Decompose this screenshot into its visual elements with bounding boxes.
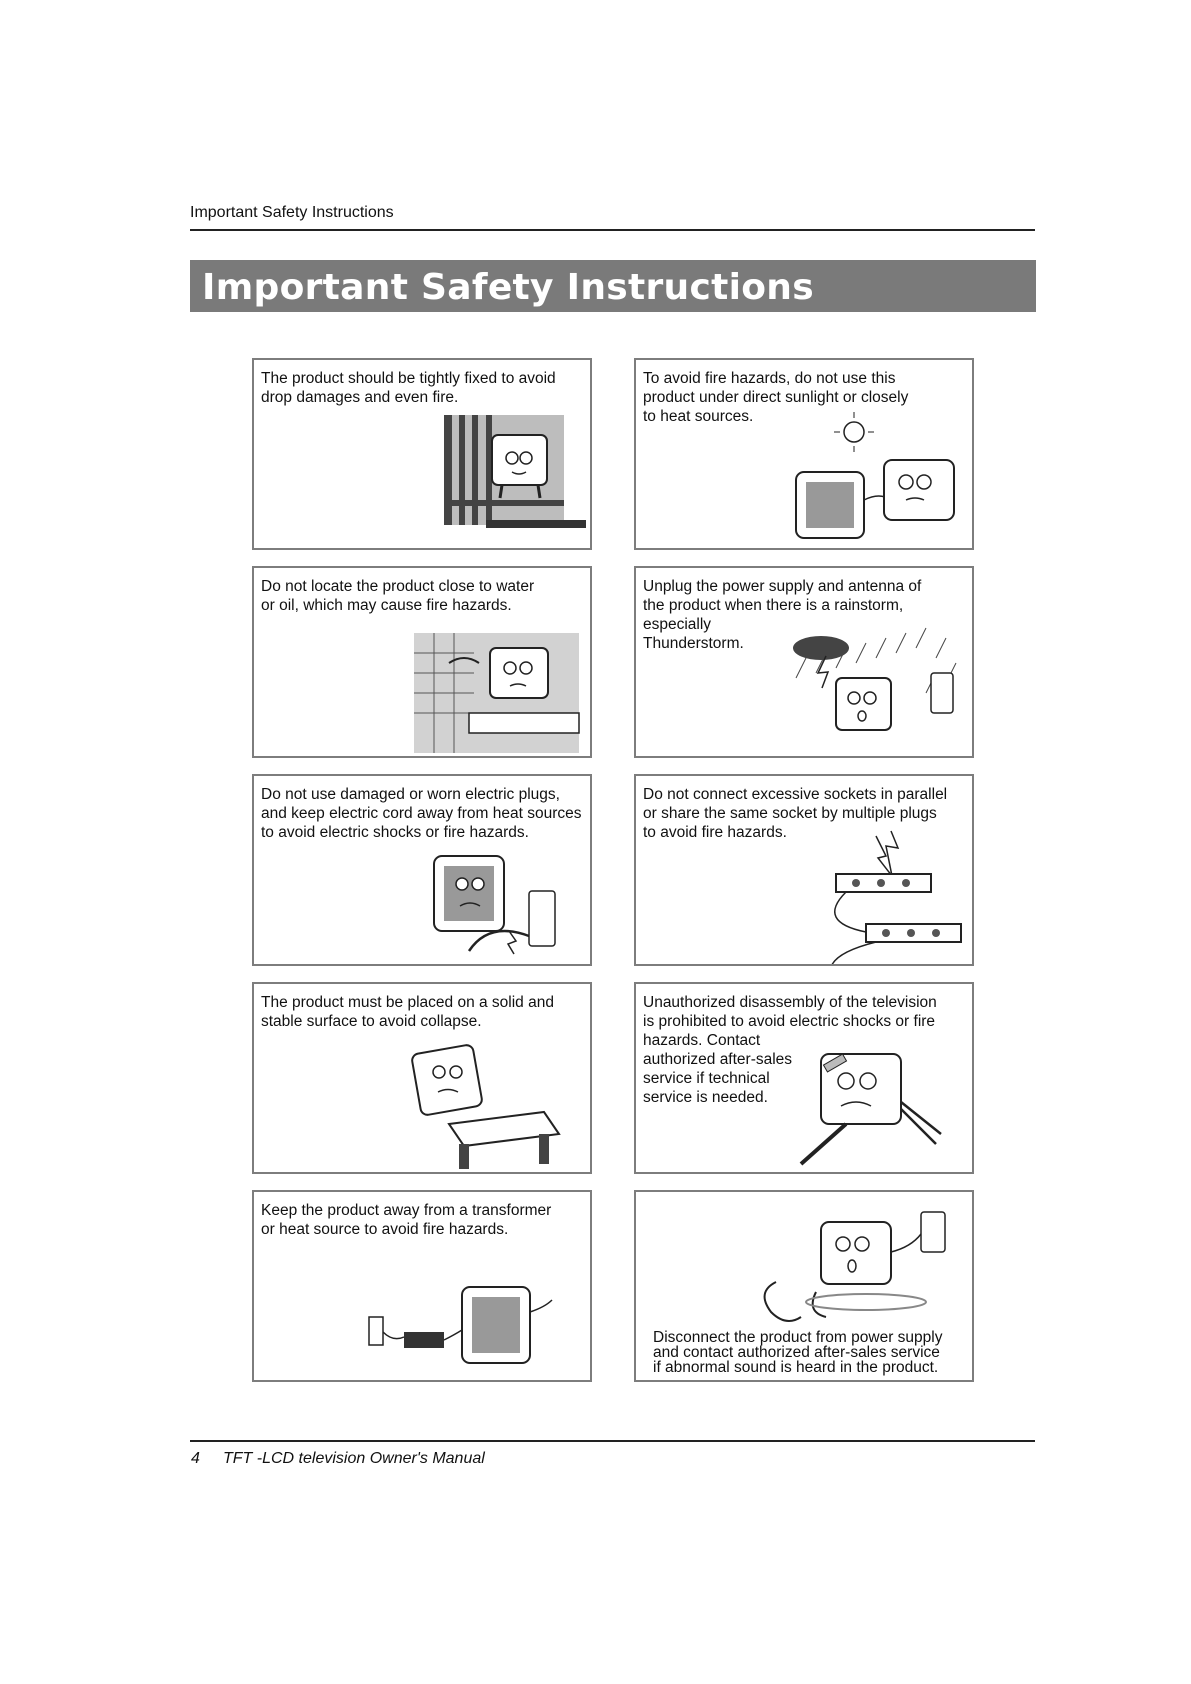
safety-panel-stable-surface bbox=[252, 982, 592, 1174]
footer-rule bbox=[190, 1440, 1035, 1442]
tv-repair-tools-illustration bbox=[636, 984, 974, 1174]
tv-transformer-illustration bbox=[254, 1192, 592, 1382]
tv-water-illustration bbox=[254, 568, 592, 758]
panel-text: Unauthorized disassembly of the television is prohibited to avoid electric shocks or fire hazards. Contact authorized after-sales service if technical service is needed. bbox=[643, 994, 937, 1106]
tv-thunderstorm-illustration bbox=[636, 568, 974, 758]
safety-panel-abnormal-sound bbox=[634, 1190, 974, 1382]
panel-text: To avoid fire hazards, do not use this product under direct sunlight or closely to heat sources. bbox=[643, 370, 909, 425]
panel-text: Unplug the power supply and antenna of the product when there is a rainstorm, especially Thunderstorm. bbox=[643, 578, 922, 652]
panel-text: Disconnect the product from power supply and contact authorized after-sales service if abnormal sound is heard in the product. bbox=[653, 1329, 943, 1376]
safety-panel-heat-sources bbox=[634, 358, 974, 550]
panel-text: Keep the product away from a transformer or heat source to avoid fire hazards. bbox=[261, 1202, 552, 1238]
tv-unstable-table-illustration bbox=[254, 984, 592, 1174]
running-header: Important Safety Instructions bbox=[190, 204, 394, 221]
safety-panel-water-oil bbox=[252, 566, 592, 758]
safety-panel-fixed-mounting bbox=[252, 358, 592, 550]
safety-panel-transformer bbox=[252, 1190, 592, 1382]
panel-text: The product must be placed on a solid and stable surface to avoid collapse. bbox=[261, 994, 554, 1030]
tv-wall-mount-illustration bbox=[254, 360, 592, 550]
panel-text: The product should be tightly fixed to avoid drop damages and even fire. bbox=[261, 370, 556, 406]
power-strip-overload-illustration bbox=[636, 776, 974, 966]
manual-title: TFT -LCD television Owner's Manual bbox=[223, 1450, 485, 1467]
tv-damaged-plug-illustration bbox=[254, 776, 592, 966]
page-title: Important Safety Instructions bbox=[202, 267, 814, 308]
tv-sunlight-illustration bbox=[636, 360, 974, 550]
safety-panel-damaged-plugs bbox=[252, 774, 592, 966]
panel-text: Do not locate the product close to water or oil, which may cause fire hazards. bbox=[261, 578, 535, 614]
safety-panel-excessive-sockets bbox=[634, 774, 974, 966]
safety-panel-disassembly bbox=[634, 982, 974, 1174]
title-banner bbox=[190, 260, 1036, 312]
panel-text: Do not use damaged or worn electric plugs, and keep electric cord away from heat sources to avoid electric shocks or fire hazards. bbox=[261, 786, 582, 841]
safety-panel-rainstorm bbox=[634, 566, 974, 758]
header-rule bbox=[190, 229, 1035, 231]
page-number: 4 bbox=[191, 1450, 200, 1467]
panel-text: Do not connect excessive sockets in parallel or share the same socket by multiple plugs to avoid fire hazards. bbox=[643, 786, 948, 841]
